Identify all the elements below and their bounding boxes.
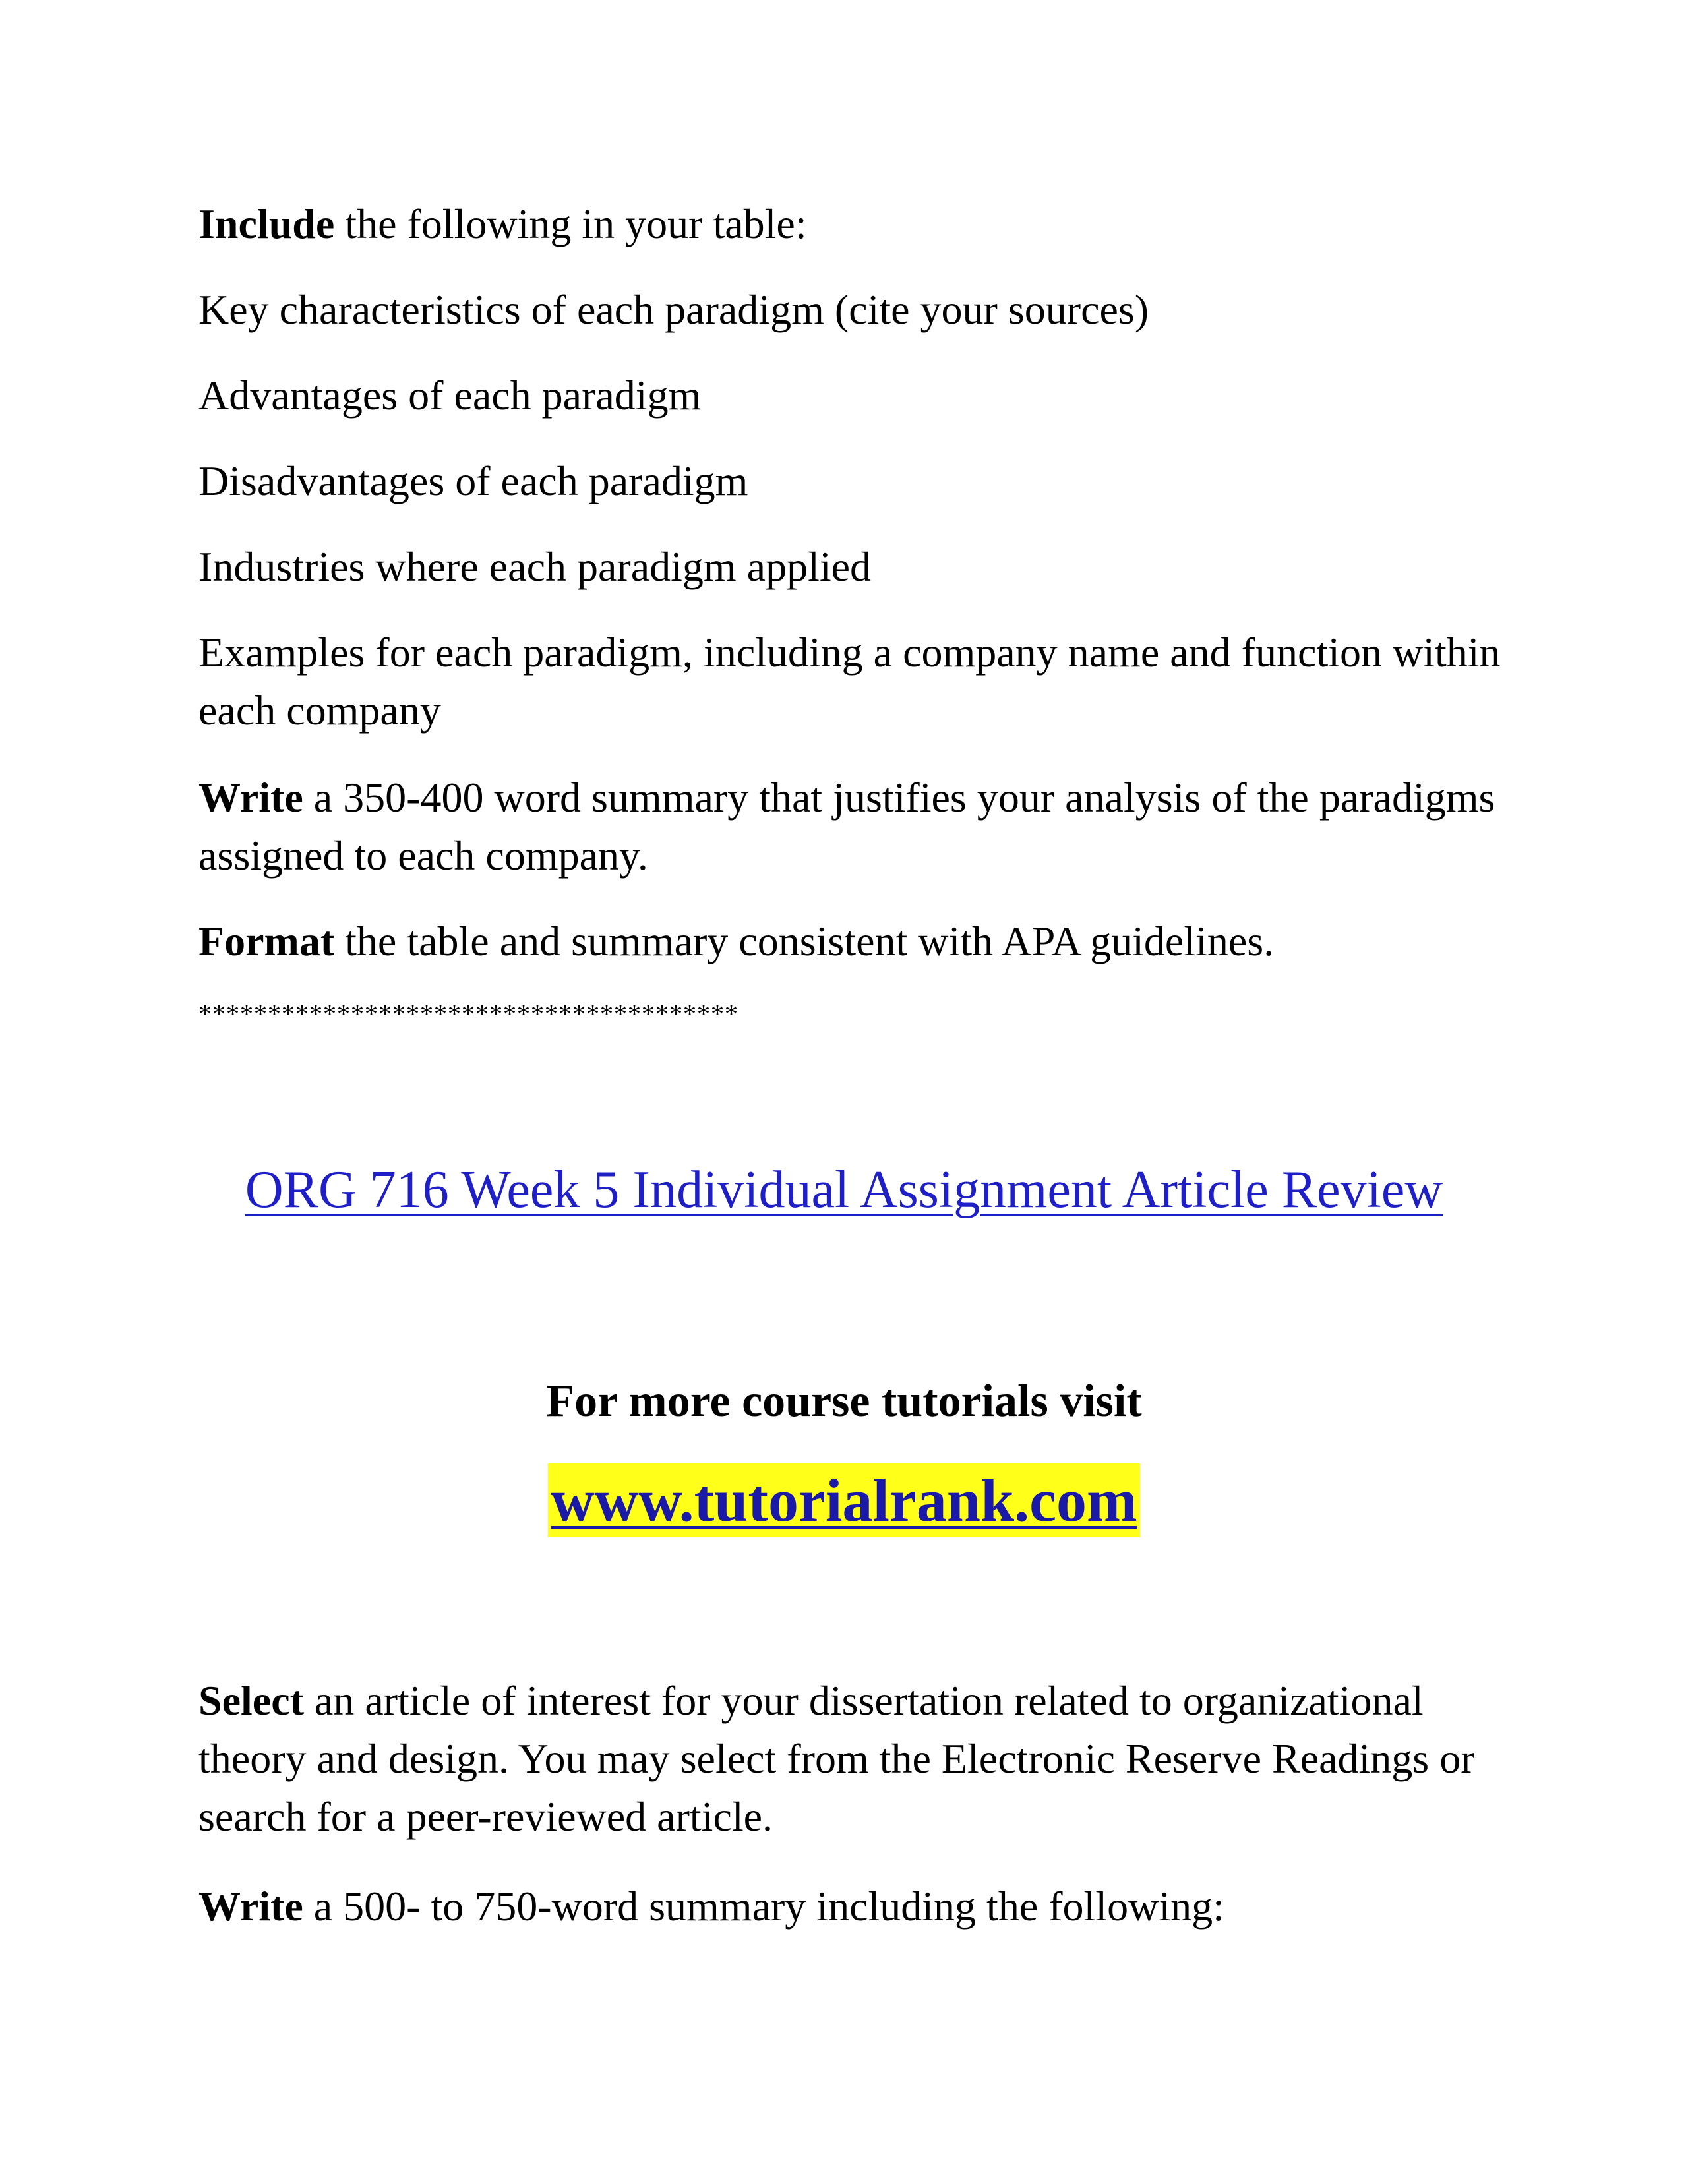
instruction-text: a 500- to 750-word summary including the following:	[303, 1883, 1224, 1930]
instruction-text: the table and summary consistent with APA guidelines.	[334, 918, 1275, 964]
instruction-format	[198, 912, 1517, 970]
item-text: Industries where each paradigm applied	[198, 543, 872, 590]
instruction-select	[198, 1672, 1517, 1846]
instruction-write-article	[198, 1877, 1517, 1935]
item-text: Key characteristics of each paradigm (cite your sources)	[198, 286, 1149, 333]
instruction-write-summary	[198, 769, 1517, 885]
keyword: Format	[198, 918, 335, 964]
keyword: Write	[198, 1883, 303, 1930]
separator: ***************************************	[198, 999, 738, 1028]
instruction-include	[198, 195, 1517, 253]
tutorial-site-link[interactable]: www.tutorialrank.com	[548, 1463, 1139, 1537]
instruction-text: a 350-400 word summary that justifies your analysis of the paradigms assigned to each company.	[198, 774, 1495, 879]
promo-site-wrapper	[0, 1463, 1688, 1537]
item-text: Disadvantages of each paradigm	[198, 457, 748, 504]
promo-visit-text: For more course tutorials visit	[546, 1376, 1142, 1427]
instruction-text: the following in your table:	[334, 200, 807, 247]
item-text: Advantages of each paradigm	[198, 372, 702, 419]
table-item-disadvantages	[198, 452, 1517, 510]
item-text: Examples for each paradigm, including a company name and function within each company	[198, 629, 1501, 734]
keyword: Select	[198, 1677, 304, 1724]
instruction-text: an article of interest for your dissertation related to organizational theory and design. You may select from the Electronic Reserve Readings or search for a peer-reviewed article.	[198, 1677, 1475, 1840]
table-item-examples	[198, 624, 1517, 740]
table-item-industries	[198, 538, 1517, 596]
table-item-advantages	[198, 367, 1517, 425]
keyword: Write	[198, 774, 303, 821]
article-review-link[interactable]: ORG 716 Week 5 Individual Assignment Article Review	[245, 1161, 1443, 1219]
keyword: Include	[198, 200, 335, 247]
table-item-characteristics	[198, 281, 1517, 339]
